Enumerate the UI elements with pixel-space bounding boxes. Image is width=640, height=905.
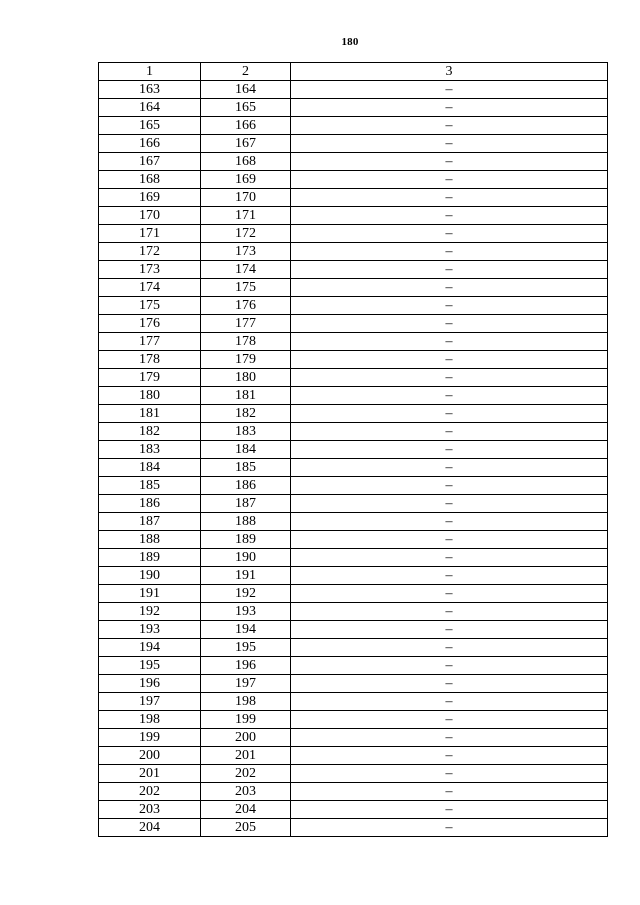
table-cell-col-3: –: [291, 441, 608, 459]
table-cell-col-3: –: [291, 423, 608, 441]
table-cell-col-2: 165: [201, 99, 291, 117]
table-cell-col-1: 184: [99, 459, 201, 477]
table-cell-col-1: 195: [99, 657, 201, 675]
table-cell-col-2: 185: [201, 459, 291, 477]
table-cell-col-2: 197: [201, 675, 291, 693]
table-row: [99, 603, 608, 621]
header-row: [99, 63, 608, 81]
table-cell-col-3: –: [291, 657, 608, 675]
table-cell-col-1: 167: [99, 153, 201, 171]
table-cell-col-3: –: [291, 297, 608, 315]
table-cell-col-2: 167: [201, 135, 291, 153]
table-cell-col-3: –: [291, 603, 608, 621]
table-cell-col-2: 186: [201, 477, 291, 495]
table-cell-col-1: 200: [99, 747, 201, 765]
table-row: [99, 333, 608, 351]
table-cell-col-1: 196: [99, 675, 201, 693]
table-cell-col-1: 174: [99, 279, 201, 297]
table-cell-col-3: –: [291, 675, 608, 693]
table-row: [99, 747, 608, 765]
table-cell-col-3: –: [291, 387, 608, 405]
table-row: [99, 567, 608, 585]
table-cell-col-3: –: [291, 513, 608, 531]
table-cell-col-2: 201: [201, 747, 291, 765]
table-cell-col-1: 194: [99, 639, 201, 657]
table-cell-col-2: 169: [201, 171, 291, 189]
table-cell-col-2: 170: [201, 189, 291, 207]
table-row: [99, 765, 608, 783]
table-row: [99, 243, 608, 261]
table-cell-col-3: –: [291, 189, 608, 207]
table-cell-col-1: 189: [99, 549, 201, 567]
table-cell-col-3: –: [291, 225, 608, 243]
table-cell-col-2: 182: [201, 405, 291, 423]
table-row: [99, 729, 608, 747]
table-cell-col-2: 187: [201, 495, 291, 513]
table-row: [99, 297, 608, 315]
table-cell-col-1: 170: [99, 207, 201, 225]
table-cell-col-3: –: [291, 207, 608, 225]
table-row: [99, 783, 608, 801]
table-cell-col-2: 205: [201, 819, 291, 837]
table-cell-col-1: 198: [99, 711, 201, 729]
table-cell-col-1: 177: [99, 333, 201, 351]
table-cell-col-3: –: [291, 153, 608, 171]
table-row: [99, 405, 608, 423]
table-row: [99, 495, 608, 513]
table-cell-col-3: –: [291, 585, 608, 603]
table-cell-col-3: –: [291, 477, 608, 495]
table-cell-col-2: 189: [201, 531, 291, 549]
table-cell-col-3: –: [291, 729, 608, 747]
table-cell-col-2: 200: [201, 729, 291, 747]
table-row: [99, 171, 608, 189]
table-cell-col-1: 204: [99, 819, 201, 837]
table-cell-col-2: 202: [201, 765, 291, 783]
table-row: [99, 639, 608, 657]
table-cell-col-3: –: [291, 765, 608, 783]
table-cell-col-1: 180: [99, 387, 201, 405]
table-row: [99, 387, 608, 405]
table-row: [99, 801, 608, 819]
table-cell-col-3: –: [291, 711, 608, 729]
table-cell-col-1: 203: [99, 801, 201, 819]
table-row: [99, 99, 608, 117]
table-row: [99, 693, 608, 711]
table-cell-col-1: 166: [99, 135, 201, 153]
table-cell-col-2: 192: [201, 585, 291, 603]
table-cell-col-3: –: [291, 621, 608, 639]
table-cell-col-2: 204: [201, 801, 291, 819]
table-row: [99, 189, 608, 207]
table-cell-col-1: 171: [99, 225, 201, 243]
table-cell-col-1: 199: [99, 729, 201, 747]
table-cell-col-2: 188: [201, 513, 291, 531]
column-header-1: 1: [99, 63, 201, 81]
table-cell-col-3: –: [291, 693, 608, 711]
table-cell-col-2: 195: [201, 639, 291, 657]
table-cell-col-2: 166: [201, 117, 291, 135]
table-cell-col-3: –: [291, 351, 608, 369]
table-cell-col-3: –: [291, 333, 608, 351]
table-cell-col-3: –: [291, 567, 608, 585]
table-cell-col-1: 165: [99, 117, 201, 135]
table-cell-col-2: 199: [201, 711, 291, 729]
table-row: [99, 621, 608, 639]
table-header: [99, 63, 608, 81]
table-cell-col-1: 201: [99, 765, 201, 783]
table-body: [99, 81, 608, 837]
table-row: [99, 315, 608, 333]
table-cell-col-3: –: [291, 243, 608, 261]
table-cell-col-1: 163: [99, 81, 201, 99]
table-cell-col-1: 176: [99, 315, 201, 333]
table-cell-col-2: 198: [201, 693, 291, 711]
table-cell-col-3: –: [291, 279, 608, 297]
table-cell-col-2: 164: [201, 81, 291, 99]
table-cell-col-2: 175: [201, 279, 291, 297]
table-cell-col-3: –: [291, 783, 608, 801]
table-cell-col-2: 184: [201, 441, 291, 459]
table-cell-col-3: –: [291, 81, 608, 99]
table-cell-col-1: 175: [99, 297, 201, 315]
table-cell-col-3: –: [291, 405, 608, 423]
table-cell-col-2: 191: [201, 567, 291, 585]
table-row: [99, 279, 608, 297]
table-row: [99, 675, 608, 693]
table-cell-col-3: –: [291, 531, 608, 549]
page-number: 180: [341, 36, 359, 48]
table-cell-col-2: 190: [201, 549, 291, 567]
table-cell-col-2: 168: [201, 153, 291, 171]
table-cell-col-1: 182: [99, 423, 201, 441]
table-cell-col-1: 193: [99, 621, 201, 639]
table-row: [99, 351, 608, 369]
table-cell-col-3: –: [291, 315, 608, 333]
data-table: [98, 62, 608, 837]
table-row: [99, 423, 608, 441]
table-row: [99, 153, 608, 171]
table-cell-col-1: 185: [99, 477, 201, 495]
table-row: [99, 549, 608, 567]
table-cell-col-3: –: [291, 819, 608, 837]
table-cell-col-3: –: [291, 549, 608, 567]
table-cell-col-1: 173: [99, 261, 201, 279]
table-cell-col-1: 187: [99, 513, 201, 531]
table-cell-col-1: 179: [99, 369, 201, 387]
table-cell-col-2: 181: [201, 387, 291, 405]
table-row: [99, 117, 608, 135]
column-header-2: 2: [201, 63, 291, 81]
table-row: [99, 369, 608, 387]
table-row: [99, 711, 608, 729]
table-cell-col-2: 172: [201, 225, 291, 243]
table-row: [99, 585, 608, 603]
table-cell-col-3: –: [291, 747, 608, 765]
table-row: [99, 441, 608, 459]
table-cell-col-2: 183: [201, 423, 291, 441]
table-cell-col-3: –: [291, 135, 608, 153]
table-cell-col-3: –: [291, 639, 608, 657]
table-row: [99, 81, 608, 99]
table-cell-col-1: 183: [99, 441, 201, 459]
table-row: [99, 513, 608, 531]
table-row: [99, 477, 608, 495]
table-cell-col-2: 171: [201, 207, 291, 225]
table-cell-col-3: –: [291, 117, 608, 135]
table-cell-col-2: 177: [201, 315, 291, 333]
table-row: [99, 819, 608, 837]
table-cell-col-1: 186: [99, 495, 201, 513]
table-row: [99, 261, 608, 279]
table-cell-col-3: –: [291, 459, 608, 477]
table-row: [99, 207, 608, 225]
table-cell-col-2: 174: [201, 261, 291, 279]
table-row: [99, 459, 608, 477]
table-cell-col-1: 192: [99, 603, 201, 621]
table-cell-col-1: 202: [99, 783, 201, 801]
table-row: [99, 135, 608, 153]
table-cell-col-1: 190: [99, 567, 201, 585]
table-cell-col-2: 203: [201, 783, 291, 801]
table-row: [99, 657, 608, 675]
table-cell-col-2: 180: [201, 369, 291, 387]
table-cell-col-3: –: [291, 99, 608, 117]
table-cell-col-2: 179: [201, 351, 291, 369]
column-header-3: 3: [291, 63, 608, 81]
table-cell-col-1: 197: [99, 693, 201, 711]
table-cell-col-1: 181: [99, 405, 201, 423]
table-row: [99, 225, 608, 243]
table-cell-col-2: 193: [201, 603, 291, 621]
table-cell-col-3: –: [291, 369, 608, 387]
table-cell-col-3: –: [291, 495, 608, 513]
table-cell-col-2: 173: [201, 243, 291, 261]
table-cell-col-2: 194: [201, 621, 291, 639]
table-cell-col-1: 168: [99, 171, 201, 189]
table-row: [99, 531, 608, 549]
table-cell-col-3: –: [291, 171, 608, 189]
table-cell-col-2: 196: [201, 657, 291, 675]
table-cell-col-1: 191: [99, 585, 201, 603]
table-cell-col-3: –: [291, 261, 608, 279]
table-cell-col-1: 178: [99, 351, 201, 369]
table-cell-col-1: 169: [99, 189, 201, 207]
table-cell-col-2: 178: [201, 333, 291, 351]
table-cell-col-3: –: [291, 801, 608, 819]
table-cell-col-1: 188: [99, 531, 201, 549]
table-cell-col-1: 172: [99, 243, 201, 261]
table-cell-col-2: 176: [201, 297, 291, 315]
table-cell-col-1: 164: [99, 99, 201, 117]
